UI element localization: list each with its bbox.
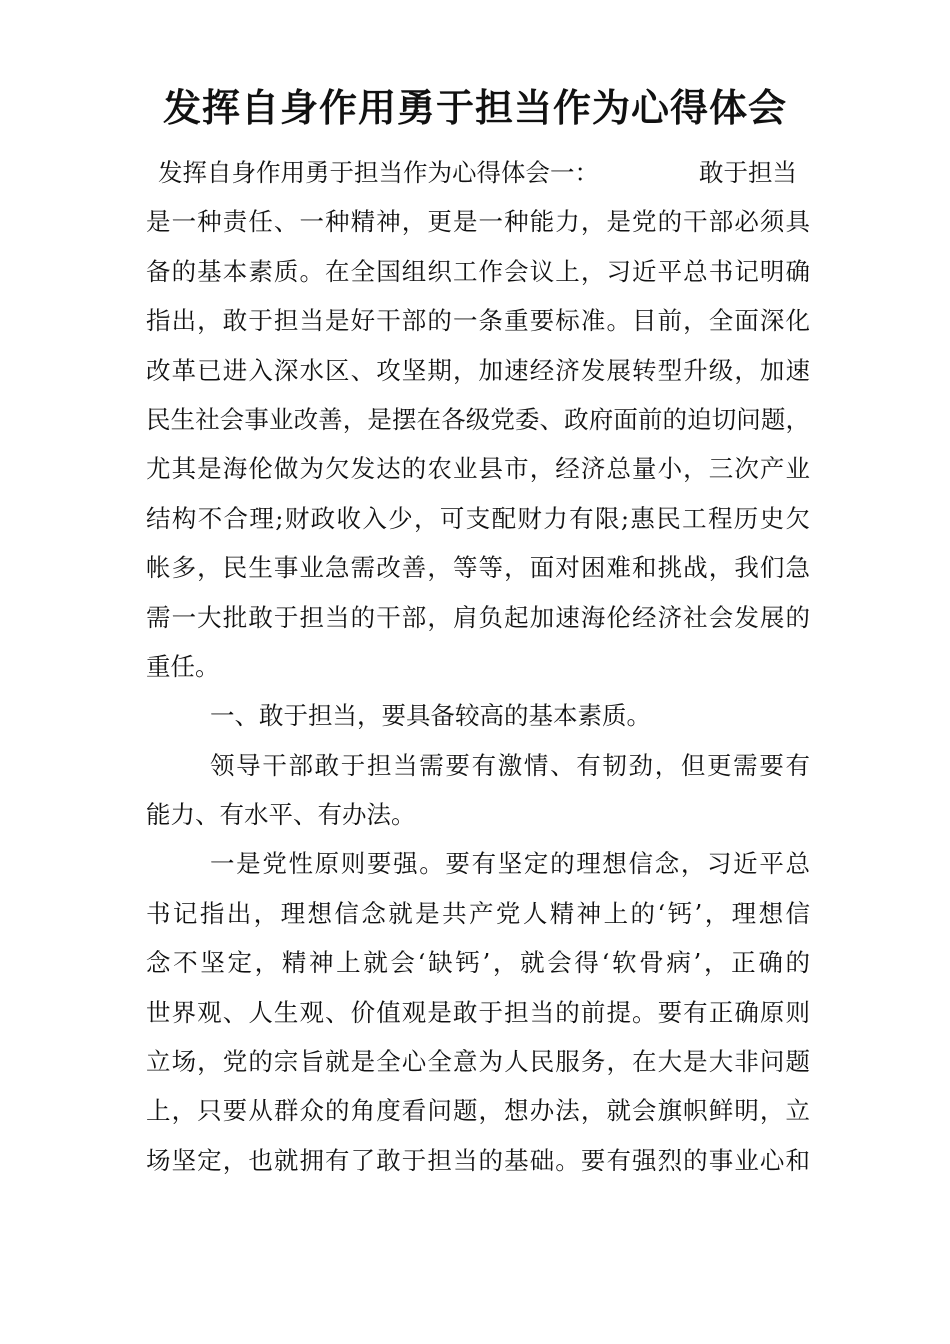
paragraph-line: 一是党性原则要强。要有坚定的理想信念，习近平总	[210, 849, 810, 879]
paragraph-line: 上，只要从群众的角度看问题，想办法，就会旗帜鲜明，立	[146, 1096, 810, 1126]
paragraph-line-part: 敢于担当	[699, 158, 797, 187]
paragraph-line: 改革已进入深水区、攻坚期，加速经济发展转型升级，加速	[146, 355, 810, 385]
paragraph-line: 世界观、人生观、价值观是敢于担当的前提。要有正确原则	[146, 997, 810, 1027]
paragraph-line: 结构不合理;财政收入少，可支配财力有限;惠民工程历史欠	[146, 503, 810, 533]
paragraph-line: 民生社会事业改善，是摆在各级党委、政府面前的迫切问题，	[146, 404, 810, 434]
paragraph-line: 尤其是海伦做为欠发达的农业县市，经济总量小，三次产业	[146, 454, 810, 484]
paragraph-line: 指出，敢于担当是好干部的一条重要标准。目前，全面深化	[146, 306, 810, 336]
paragraph-line: 念不坚定，精神上就会‘缺钙’，就会得‘软骨病’，正确的	[146, 948, 810, 978]
document-body	[146, 148, 810, 1185]
paragraph-line: 场坚定，也就拥有了敢于担当的基础。要有强烈的事业心和	[146, 1145, 810, 1175]
paragraph-line: 备的基本素质。在全国组织工作会议上，习近平总书记明确	[146, 256, 810, 286]
section-heading: 一、敢于担当，要具备较高的基本素质。	[210, 701, 651, 731]
paragraph-line: 书记指出，理想信念就是共产党人精神上的‘钙’，理想信	[146, 898, 810, 928]
paragraph-line: 领导干部敢于担当需要有激情、有韧劲，但更需要有	[210, 750, 810, 780]
paragraph-line: 是一种责任、一种精神，更是一种能力，是党的干部必须具	[146, 207, 810, 237]
document-title: 发挥自身作用勇于担当作为心得体会	[162, 86, 787, 130]
paragraph-line: 重任。	[146, 651, 220, 681]
paragraph-line-part: 发挥自身作用勇于担当作为心得体会一：	[158, 158, 599, 187]
paragraph-line: 立场，党的宗旨就是全心全意为人民服务，在大是大非问题	[146, 1047, 810, 1077]
paragraph-line: 能力、有水平、有办法。	[146, 800, 416, 830]
paragraph-line: 需一大批敢于担当的干部，肩负起加速海伦经济社会发展的	[146, 602, 810, 632]
paragraph-line	[146, 148, 810, 197]
paragraph-line: 帐多，民生事业急需改善，等等，面对困难和挑战，我们急	[146, 553, 810, 583]
